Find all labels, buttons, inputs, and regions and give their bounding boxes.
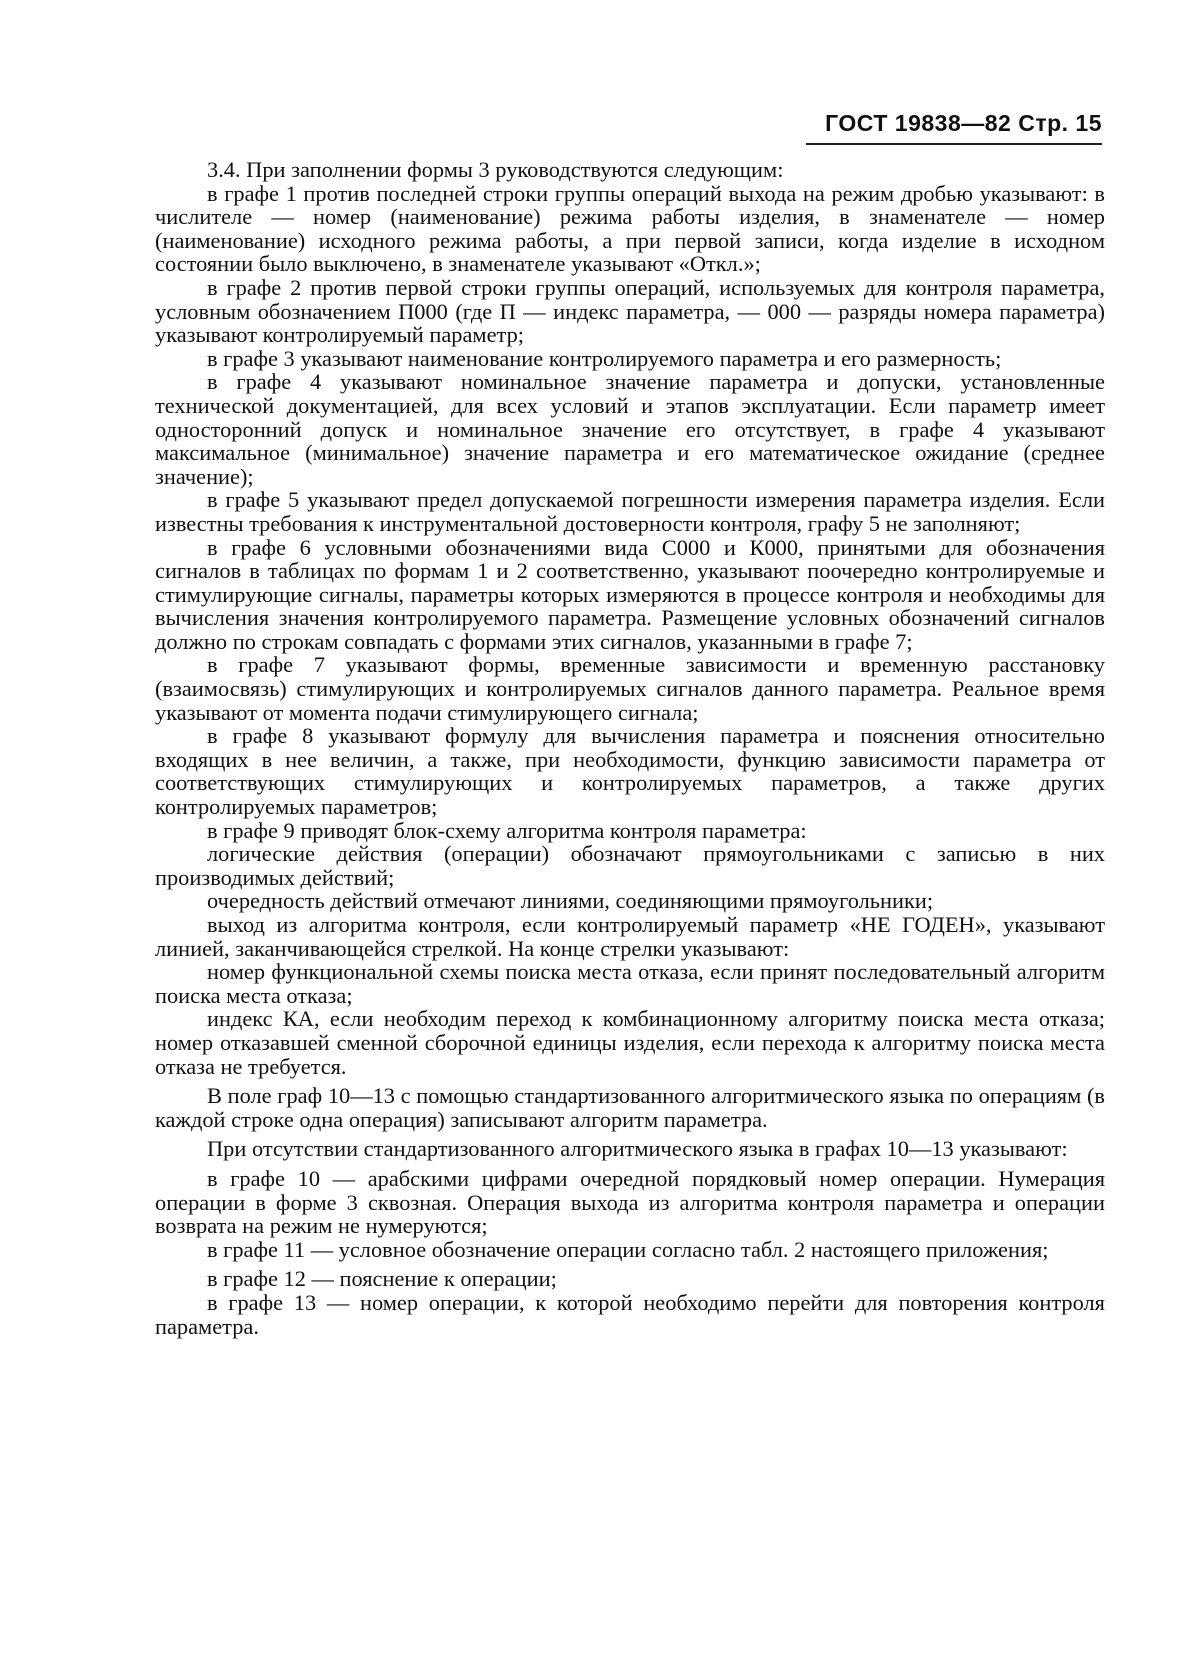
paragraph: 3.4. При заполнении формы 3 руководствуются следующим: [207,157,784,182]
paragraph: в графе 9 приводят блок-схему алгоритма контроля параметра: [207,817,807,843]
paragraph: в графе 7 указывают формы, временные зависимости и временную расстановку (взаимосвязь) стимулирующих и контролируемых сигналов данного параметра. Реальное время указывают от момента подачи стимулирующего сигнала; [155,652,1105,725]
paragraph: в графе 12 — пояснение к операции; [207,1266,557,1292]
paragraph: в графе 8 указывают формулу для вычисления параметра и пояснения относительно входящих в нее величин, а также, при необходимости, функцию зависимости параметра от соответствующих стимулирующих и контролируемых параметров, а также других контролируемых параметров; [155,723,1105,820]
paragraph: индекс КА, если необходим переход к комбинационному алгоритму поиска места отказа; номер отказавшей сменной сборочной единицы изделия, если перехода к алгоритму поиска места отказа не требуется. [155,1006,1105,1079]
paragraph: В поле граф 10—13 с помощью стандартизованного алгоритмического языка по операциям (в каждой строке одна операция) записывают алгоритм параметра. [155,1083,1105,1132]
paragraph: очередность действий отмечают линиями, соединяющими прямоугольники; [207,888,934,914]
header-rule [806,143,1102,145]
paragraph: в графе 10 — арабскими цифрами очередной порядковый номер операции. Нумерация операции в форме 3 сквозная. Операция выхода из алгоритма контроля параметра и операции возврата на режим не нумеруются; [155,1165,1105,1239]
body-text [155,158,1105,1338]
paragraph: выход из алгоритма контроля, если контролируемый параметр «НЕ ГОДЕН», указывают линией, заканчивающейся стрелкой. На конце стрелки указывают: [155,912,1105,961]
paragraph: номер функциональной схемы поиска места отказа, если принят последовательный алгоритм поиска места отказа; [155,959,1105,1008]
paragraph: При отсутствии стандартизованного алгоритмического языка в графах 10—13 указывают: [207,1136,1068,1162]
paragraph: в графе 6 условными обозначениями вида С000 и К000, принятыми для обозначения сигналов в таблицах по формам 1 и 2 соответственно, указывают поочередно контролируемые и стимулирующие сигналы, параметры которых измеряются в процессе контроля и необходимы для вычисления значения контролируемого параметра. Размещение условных обозначений сигналов должно по строкам совпадать с формами этих сигналов, указанными в графе 7; [155,534,1105,654]
paragraph: логические действия (операции) обозначают прямоугольниками с записью в них производимых действий; [155,841,1105,890]
paragraph: в графе 3 указывают наименование контролируемого параметра и его размерность; [207,345,1002,371]
paragraph: в графе 1 против последней строки группы операций выхода на режим дробью указывают: в числителе — номер (наименование) режима работы изделия, в знаменателе — номер (наименование) исходного режима работы, а при первой записи, когда изделие в исходном состоянии было выключено, в знаменателе указывают «Откл.»; [155,180,1105,277]
paragraph: в графе 4 указывают номинальное значение параметра и допуски, установленные технической документацией, для всех условий и этапов эксплуатации. Если параметр имеет односторонний допуск и номинальное значение его отсутствует, в графе 4 указывают максимальное (минимальное) значение параметра и его математическое ожидание (среднее значение); [155,369,1105,489]
page-header: ГОСТ 19838—82 Стр. 15 [825,110,1102,136]
paragraph: в графе 13 — номер операции, к которой необходимо перейти для повторения контроля параметра. [155,1289,1105,1339]
paragraph: в графе 2 против первой строки группы операций, используемых для контроля параметра, условным обозначением П000 (где П — индекс параметра, — 000 — разряды номера параметра) указывают контролируемый параметр; [155,274,1105,348]
paragraph: в графе 5 указывают предел допускаемой погрешности измерения параметра изделия. Если известны требования к инструментальной достоверности контроля, графу 5 не заполняют; [155,487,1105,536]
paragraph: в графе 11 — условное обозначение операции согласно табл. 2 настоящего приложения; [207,1236,1049,1262]
